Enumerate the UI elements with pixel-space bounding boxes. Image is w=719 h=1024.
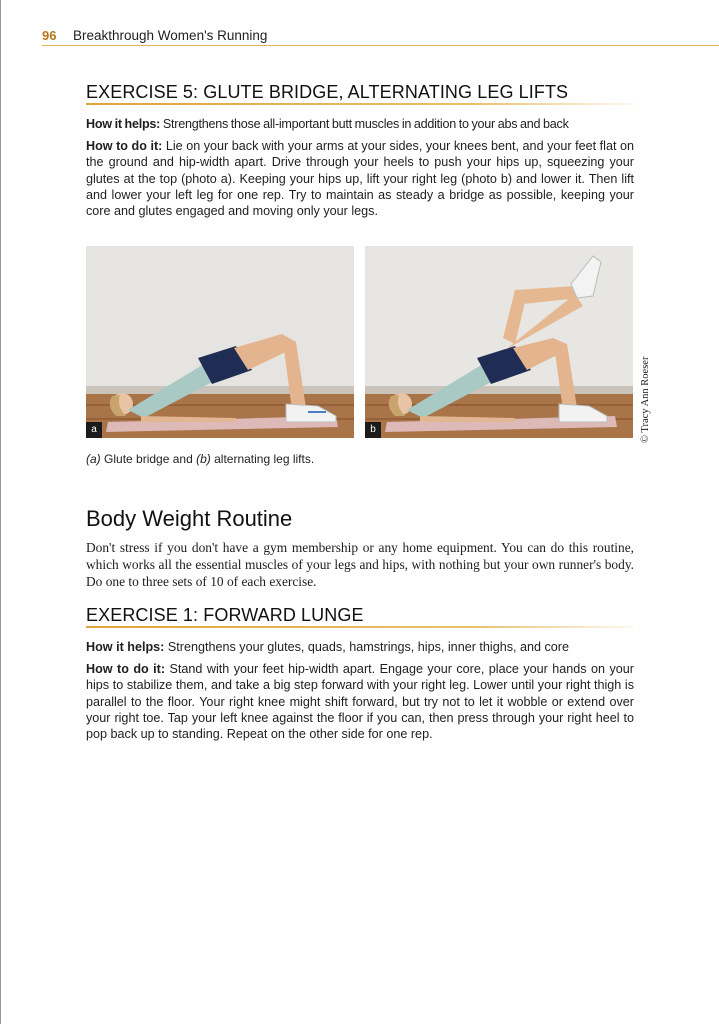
photo-glute-bridge bbox=[86, 246, 354, 438]
exercise-1-how bbox=[86, 661, 634, 742]
exercise-5-helps bbox=[86, 116, 634, 132]
book-title: Breakthrough Women's Running bbox=[73, 28, 268, 43]
exercise-1-heading: EXERCISE 1: FORWARD LUNGE bbox=[86, 605, 364, 625]
photo-credit: © Tracy Ann Roeser bbox=[640, 356, 651, 443]
section-title: Body Weight Routine bbox=[86, 506, 293, 531]
helps-text: Strengthens your glutes, quads, hamstrings, hips, inner thighs, and core bbox=[167, 640, 570, 654]
photo-caption bbox=[86, 452, 314, 466]
exercise-5-rule bbox=[86, 103, 634, 105]
caption-letter-b: (b) bbox=[196, 452, 211, 466]
helps-label: How it helps: bbox=[86, 117, 161, 131]
how-text: Stand with your feet hip-width apart. Engage your core, place your hands on your hips to stabilize them, and take a big step forward with your right leg. Lower until your right thigh is parallel to the floor. Your right knee might shift forward, but try not to let it wobble or extend over your right toe. Tap your left knee against the floor if you can, then press through your right heel to pop back up to standing. Repeat on the other side for one rep. bbox=[86, 662, 634, 742]
leg-lift-illustration bbox=[365, 246, 633, 438]
photo-label-b: b bbox=[365, 422, 381, 438]
how-label: How to do it: bbox=[86, 139, 163, 153]
glute-bridge-illustration bbox=[86, 246, 354, 438]
exercise-1-helps bbox=[86, 639, 634, 655]
caption-letter-a: (a) bbox=[86, 452, 101, 466]
page-number: 96 bbox=[42, 28, 57, 43]
running-header bbox=[42, 28, 719, 46]
photo-leg-lift bbox=[365, 246, 633, 438]
exercise-5-how bbox=[86, 138, 634, 219]
helps-text: Strengthens those all-important butt muscles in addition to your abs and back bbox=[162, 117, 569, 131]
section-intro: Don't stress if you don't have a gym membership or any home equipment. You can do this routine, which works all the essential muscles of your legs and hips, with nothing but your own runner's body. Do one to three sets of 10 of each exercise. bbox=[86, 540, 634, 589]
photo-label-a: a bbox=[86, 422, 102, 438]
how-text: Lie on your back with your arms at your sides, your knees bent, and your feet flat on the ground and hip-width apart. Drive through your heels to push your hips up, squeezing your glutes at the top (photo a). Keeping your hips up, lift your right leg (photo b) and lower it. Then lift and lower your left leg for one rep. Try to maintain as steady a bridge as possible, keeping your core and glutes engaged and moving only your legs. bbox=[86, 139, 634, 219]
exercise-5-heading: EXERCISE 5: GLUTE BRIDGE, ALTERNATING LEG LIFTS bbox=[86, 82, 569, 102]
helps-label: How it helps: bbox=[86, 640, 165, 654]
page-edge bbox=[0, 0, 1, 1024]
caption-text-b: alternating leg lifts. bbox=[214, 452, 315, 466]
caption-text-a: Glute bridge and bbox=[104, 452, 193, 466]
exercise-1-rule bbox=[86, 626, 634, 628]
how-label: How to do it: bbox=[86, 662, 166, 676]
header-rule bbox=[42, 45, 719, 46]
